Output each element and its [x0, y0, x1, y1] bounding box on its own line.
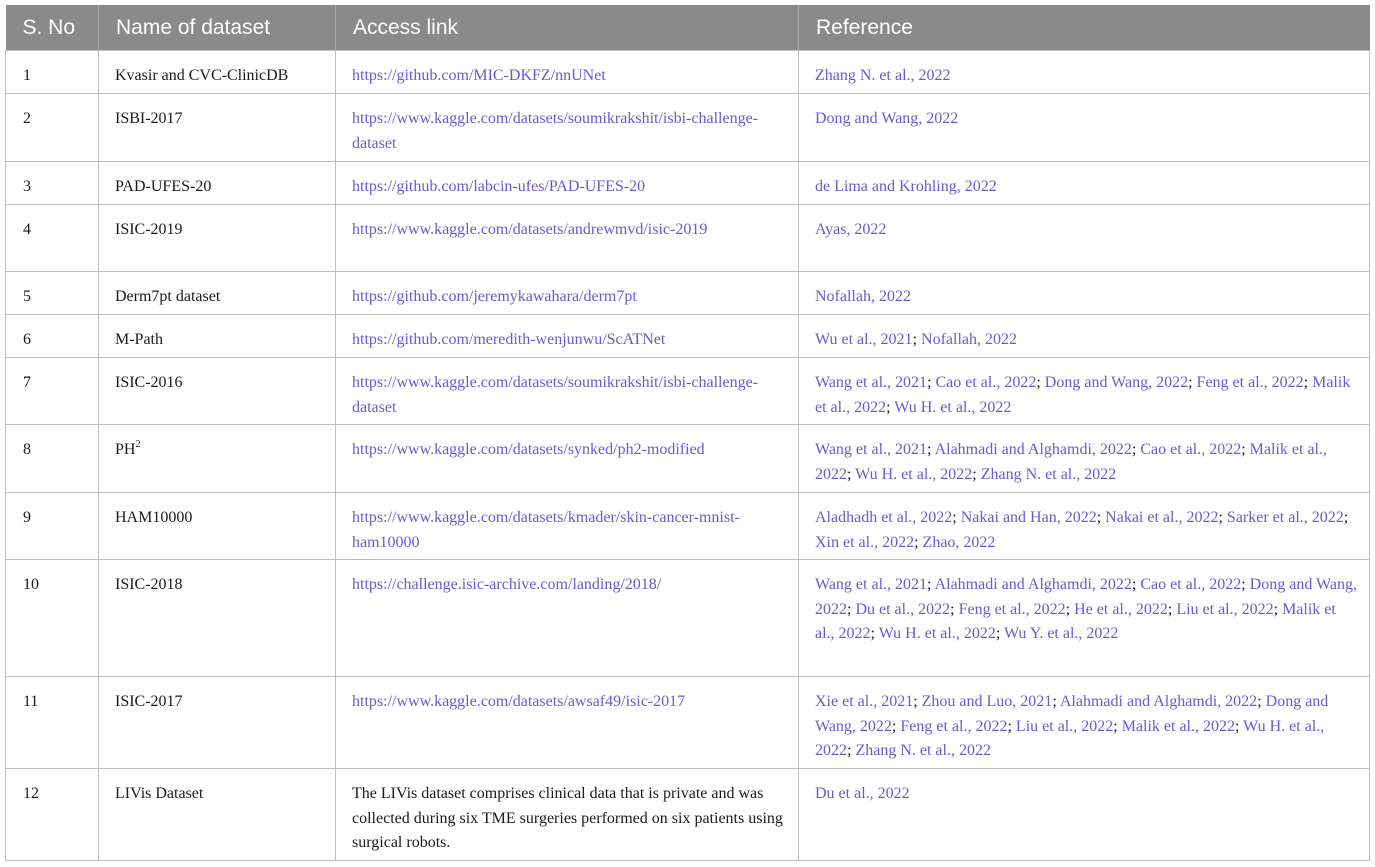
reference-link[interactable]: Wang et al., 2021 — [815, 374, 928, 391]
table-row — [6, 205, 1370, 272]
dataset-name: Derm7pt dataset — [115, 288, 221, 305]
reference-link[interactable]: Malik et al., 2022 — [1121, 717, 1235, 735]
table-row — [6, 358, 1370, 425]
access-link[interactable]: https://www.kaggle.com/datasets/soumikrakshit/isbi-challenge-dataset — [352, 110, 758, 152]
cell-access-link — [336, 677, 799, 769]
reference-link[interactable]: Sarker et al., 2022 — [1226, 509, 1344, 526]
cell-access-link — [336, 94, 799, 162]
cell-access-link — [336, 272, 799, 315]
cell-access-link — [336, 769, 799, 861]
cell-reference — [799, 272, 1370, 315]
access-link[interactable]: https://www.kaggle.com/datasets/synked/ph2-modified — [352, 441, 705, 458]
reference-link[interactable]: Wu H. et al., 2022 — [878, 625, 996, 642]
cell-sno: 9 — [6, 493, 99, 560]
cell-access-link — [336, 358, 799, 425]
reference-link[interactable]: Cao et al., 2022 — [935, 374, 1037, 391]
table-row — [6, 51, 1370, 94]
dataset-name: ISIC-2016 — [115, 374, 183, 391]
table-row — [6, 493, 1370, 560]
cell-sno: 5 — [6, 272, 99, 315]
cell-access-link — [336, 315, 799, 358]
cell-sno: 11 — [6, 677, 99, 769]
dataset-name: LIVis Dataset — [115, 785, 204, 802]
table-row — [6, 94, 1370, 162]
reference-link[interactable]: Du et al., 2022 — [815, 785, 910, 802]
header-link: Access link — [336, 5, 799, 51]
table-row — [6, 315, 1370, 358]
access-link[interactable]: https://github.com/jeremykawahara/derm7pt — [352, 288, 637, 305]
cell-sno: 6 — [6, 315, 99, 358]
reference-link[interactable]: Nofallah, 2022 — [921, 331, 1017, 348]
table-row — [6, 272, 1370, 315]
reference-link[interactable]: Wu H. et al., 2022 — [815, 717, 1325, 759]
cell-reference: Aladhadh et al., 2022; Nakai and Han, 2022; Nakai et al., 2022; Sarker et al., 2022; Xin et al., 2022; Zhao, 2022 — [799, 493, 1370, 560]
access-link[interactable]: https://challenge.isic-archive.com/landing/2018/ — [352, 576, 662, 593]
dataset-name: ISBI-2017 — [115, 110, 183, 127]
reference-link[interactable]: Ayas, 2022 — [815, 221, 887, 238]
cell-dataset-name — [99, 560, 336, 677]
reference-link[interactable]: Wang et al., 2021 — [815, 576, 928, 593]
cell-access-link — [336, 51, 799, 94]
cell-sno: 10 — [6, 560, 99, 677]
reference-link[interactable]: Malik et al., 2022 — [815, 441, 1327, 483]
cell-dataset-name — [99, 769, 336, 861]
reference-link[interactable]: Nakai and Han, 2022 — [960, 509, 1097, 526]
cell-sno: 4 — [6, 205, 99, 272]
table-header — [6, 5, 1370, 51]
cell-dataset-name — [99, 493, 336, 560]
cell-reference — [799, 769, 1370, 861]
cell-reference: Xie et al., 2021; Zhou and Luo, 2021; Alahmadi and Alghamdi, 2022; Dong and Wang, 2022; Feng et al., 2022; Liu et al., 2022; Malik et al., 2022; Wu H. et al., 2022; Zhang N. et al., 2022 — [799, 677, 1370, 769]
cell-access-link — [336, 560, 799, 677]
reference-link[interactable]: Feng et al., 2022 — [958, 600, 1066, 618]
cell-dataset-name — [99, 272, 336, 315]
cell-dataset-name — [99, 358, 336, 425]
reference-link[interactable]: Dong and Wang, 2022 — [815, 576, 1357, 618]
dataset-name: ISIC-2019 — [115, 221, 183, 238]
reference-link[interactable]: Liu et al., 2022 — [1176, 600, 1274, 618]
reference-link[interactable]: Zhao, 2022 — [922, 533, 996, 551]
reference-link[interactable]: Nakai et al., 2022 — [1105, 509, 1219, 526]
reference-link[interactable]: Alahmadi and Alghamdi, 2022 — [934, 576, 1132, 593]
reference-link[interactable]: Liu et al., 2022 — [1015, 717, 1114, 735]
access-link[interactable]: https://github.com/MIC-DKFZ/nnUNet — [352, 67, 606, 84]
reference-link[interactable]: Wu H. et al., 2022 — [894, 398, 1012, 416]
dataset-name: ISIC-2018 — [115, 576, 183, 593]
table-row — [6, 769, 1370, 861]
cell-sno: 1 — [6, 51, 99, 94]
reference-link[interactable]: Feng et al., 2022 — [1196, 374, 1304, 391]
reference-link[interactable]: Dong and Wang, 2022 — [815, 110, 959, 127]
reference-link[interactable]: Xie et al., 2021 — [815, 693, 914, 710]
cell-sno: 7 — [6, 358, 99, 425]
reference-link[interactable]: Zhang N. et al., 2022 — [815, 67, 951, 84]
dataset-name-superscript: 2 — [135, 439, 141, 450]
header-name: Name of dataset — [99, 5, 336, 51]
reference-link[interactable]: Zhang N. et al., 2022 — [855, 742, 991, 759]
reference-link[interactable]: Xin et al., 2022 — [815, 533, 915, 551]
cell-dataset-name — [99, 94, 336, 162]
cell-reference: Wang et al., 2021; Alahmadi and Alghamdi, 2022; Cao et al., 2022; Dong and Wang, 2022; Du et al., 2022; Feng et al., 2022; He et al., 2022; Liu et al., 2022; Malik et al., 2022; Wu H. et al., 2022; Wu Y. et al., 2022 — [799, 560, 1370, 677]
reference-link[interactable]: Feng et al., 2022 — [900, 717, 1008, 735]
reference-link[interactable]: Nofallah, 2022 — [815, 288, 911, 305]
cell-access-link — [336, 425, 799, 493]
access-link[interactable]: https://github.com/meredith-wenjunwu/ScATNet — [352, 331, 666, 348]
cell-access-link — [336, 162, 799, 205]
reference-link[interactable]: de Lima and Krohling, 2022 — [815, 178, 997, 195]
cell-access-link — [336, 205, 799, 272]
datasets-table — [5, 5, 1370, 861]
dataset-name: ISIC-2017 — [115, 693, 183, 710]
dataset-name: HAM10000 — [115, 509, 193, 526]
cell-dataset-name — [99, 162, 336, 205]
reference-link[interactable]: Malik et al., 2022 — [815, 374, 1351, 416]
access-link[interactable]: https://www.kaggle.com/datasets/andrewmvd/isic-2019 — [352, 221, 708, 238]
cell-reference — [799, 162, 1370, 205]
reference-link[interactable]: Wang et al., 2021 — [815, 441, 928, 458]
cell-reference: Wu et al., 2021; Nofallah, 2022 — [799, 315, 1370, 358]
cell-reference — [799, 51, 1370, 94]
reference-link[interactable]: Aladhadh et al., 2022 — [815, 509, 953, 526]
reference-link[interactable]: Wu H. et al., 2022 — [855, 465, 973, 483]
table-body — [6, 51, 1370, 861]
table-row — [6, 425, 1370, 493]
cell-sno: 3 — [6, 162, 99, 205]
cell-sno: 12 — [6, 769, 99, 861]
cell-sno: 8 — [6, 425, 99, 493]
reference-link[interactable]: Wu et al., 2021 — [815, 331, 913, 348]
dataset-name: PAD-UFES-20 — [115, 178, 212, 195]
cell-dataset-name — [99, 677, 336, 769]
cell-access-link — [336, 493, 799, 560]
table-row — [6, 560, 1370, 677]
table-row — [6, 677, 1370, 769]
access-note: The LIVis dataset comprises clinical data that is private and was collected during six TME surgeries performed on six patients using surgical robots. — [352, 785, 783, 851]
access-link[interactable]: https://www.kaggle.com/datasets/awsaf49/isic-2017 — [352, 693, 686, 710]
reference-link[interactable]: Alahmadi and Alghamdi, 2022 — [1059, 693, 1258, 710]
cell-dataset-name — [99, 51, 336, 94]
table-row — [6, 162, 1370, 205]
access-link[interactable]: https://www.kaggle.com/datasets/soumikrakshit/isbi-challenge-dataset — [352, 374, 758, 416]
cell-reference: Wang et al., 2021; Cao et al., 2022; Dong and Wang, 2022; Feng et al., 2022; Malik et al., 2022; Wu H. et al., 2022 — [799, 358, 1370, 425]
reference-link[interactable]: Cao et al., 2022 — [1140, 441, 1242, 458]
reference-link[interactable]: Zhang N. et al., 2022 — [980, 465, 1117, 483]
reference-link[interactable]: He et al., 2022 — [1074, 600, 1168, 618]
reference-link[interactable]: Zhou and Luo, 2021 — [921, 693, 1053, 710]
access-link[interactable]: https://github.com/labcin-ufes/PAD-UFES-20 — [352, 178, 646, 195]
reference-link[interactable]: Dong and Wang, 2022 — [1044, 374, 1189, 391]
reference-link[interactable]: Alahmadi and Alghamdi, 2022 — [934, 441, 1132, 458]
reference-link[interactable]: Dong and Wang, 2022 — [815, 693, 1329, 735]
cell-dataset-name — [99, 425, 336, 493]
dataset-name: M-Path — [115, 331, 163, 348]
cell-dataset-name — [99, 315, 336, 358]
cell-reference — [799, 205, 1370, 272]
header-sno: S. No — [6, 5, 99, 51]
cell-reference — [799, 94, 1370, 162]
cell-sno: 2 — [6, 94, 99, 162]
dataset-name: PH — [115, 441, 136, 458]
reference-link[interactable]: Malik et al., 2022 — [815, 600, 1336, 642]
cell-dataset-name — [99, 205, 336, 272]
reference-link[interactable]: Du et al., 2022 — [855, 600, 951, 618]
access-link[interactable]: https://www.kaggle.com/datasets/kmader/skin-cancer-mnist-ham10000 — [352, 509, 740, 551]
cell-reference: Wang et al., 2021; Alahmadi and Alghamdi, 2022; Cao et al., 2022; Malik et al., 2022; Wu H. et al., 2022; Zhang N. et al., 2022 — [799, 425, 1370, 493]
header-reference: Reference — [799, 5, 1370, 51]
dataset-name: Kvasir and CVC-ClinicDB — [115, 67, 289, 84]
reference-link[interactable]: Cao et al., 2022 — [1140, 576, 1242, 593]
reference-link[interactable]: Wu Y. et al., 2022 — [1003, 625, 1119, 642]
